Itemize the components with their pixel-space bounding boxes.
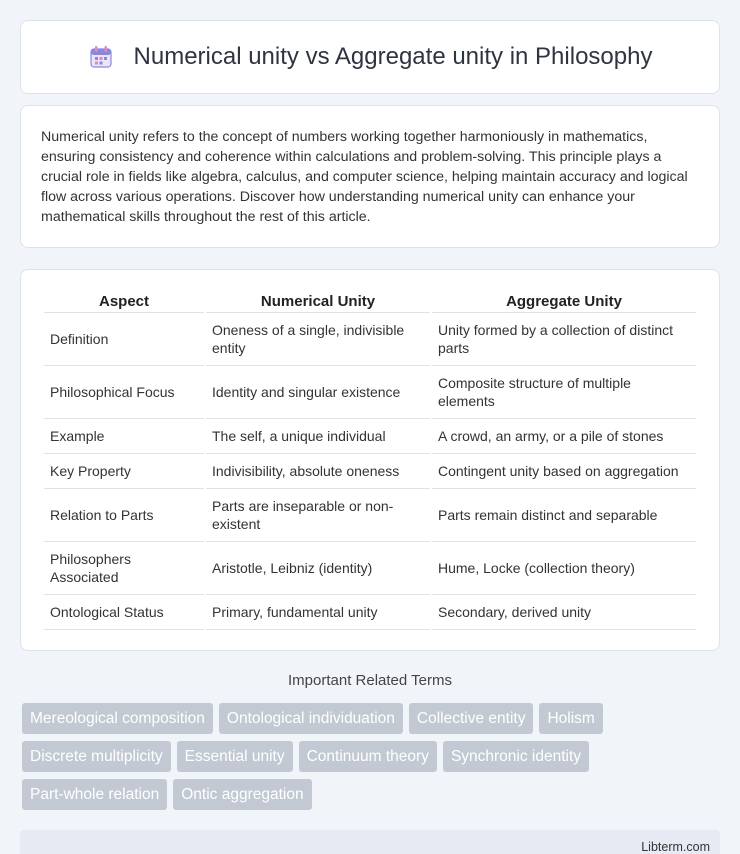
table-cell: Indivisibility, absolute oneness: [206, 454, 430, 489]
table-cell: Contingent unity based on aggregation: [432, 454, 696, 489]
header-card: [20, 20, 720, 94]
table-cell: Secondary, derived unity: [432, 595, 696, 630]
table-cell: Relation to Parts: [44, 489, 204, 542]
table-row: [44, 542, 696, 595]
related-term-tag[interactable]: Collective entity: [409, 703, 534, 734]
table-cell: Primary, fundamental unity: [206, 595, 430, 630]
related-term-tag[interactable]: Holism: [539, 703, 602, 734]
table-cell: A crowd, an army, or a pile of stones: [432, 419, 696, 454]
header-numerical-unity: Numerical Unity: [206, 290, 430, 313]
table-cell: Philosophical Focus: [44, 366, 204, 419]
table-cell: The self, a unique individual: [206, 419, 430, 454]
table-cell: Aristotle, Leibniz (identity): [206, 542, 430, 595]
table-cell: Philosophers Associated: [44, 542, 204, 595]
table-cell: Ontological Status: [44, 595, 204, 630]
related-term-tag[interactable]: Part-whole relation: [22, 779, 167, 810]
table-cell: Key Property: [44, 454, 204, 489]
table-header-row: [44, 290, 696, 313]
table-cell: Parts are inseparable or non-existent: [206, 489, 430, 542]
intro-card: [20, 105, 720, 248]
calendar-icon: [88, 44, 114, 70]
footer: [20, 830, 720, 854]
related-term-tag[interactable]: Discrete multiplicity: [22, 741, 171, 772]
related-terms-list: [22, 703, 720, 817]
table-row: [44, 595, 696, 630]
header-aspect: Aspect: [44, 290, 204, 313]
table-row: [44, 489, 696, 542]
table-cell: Hume, Locke (collection theory): [432, 542, 696, 595]
table-row: [44, 454, 696, 489]
table-cell: Composite structure of multiple elements: [432, 366, 696, 419]
related-term-tag[interactable]: Mereological composition: [22, 703, 213, 734]
table-cell: Example: [44, 419, 204, 454]
table-cell: Identity and singular existence: [206, 366, 430, 419]
table-cell: Unity formed by a collection of distinct parts: [432, 313, 696, 366]
table-cell: Parts remain distinct and separable: [432, 489, 696, 542]
related-term-tag[interactable]: Synchronic identity: [443, 741, 589, 772]
related-term-tag[interactable]: Continuum theory: [299, 741, 437, 772]
table-cell: Definition: [44, 313, 204, 366]
table-cell: Oneness of a single, indivisible entity: [206, 313, 430, 366]
table-row: [44, 366, 696, 419]
related-term-tag[interactable]: Ontological individuation: [219, 703, 403, 734]
footer-site-link[interactable]: Libterm.com: [641, 840, 710, 854]
header-aggregate-unity: Aggregate Unity: [432, 290, 696, 313]
related-term-tag[interactable]: Essential unity: [177, 741, 293, 772]
table-row: [44, 419, 696, 454]
related-term-tag[interactable]: Ontic aggregation: [173, 779, 311, 810]
comparison-table: [42, 290, 698, 630]
page-title: Numerical unity vs Aggregate unity in Philosophy: [133, 43, 653, 70]
table-row: [44, 313, 696, 366]
comparison-table-card: [20, 269, 720, 651]
intro-text: Numerical unity refers to the concept of numbers working together harmoniously in mathematics, ensuring consistency and coherence within calculations and problem-solving. This principle plays a crucial role in fields like algebra, calculus, and computer science, helping maintain accuracy and logical flow across various operations. Discover how understanding numerical unity can enhance your mathematical skills throughout the rest of this article.: [41, 129, 688, 225]
related-terms-title: Important Related Terms: [288, 672, 452, 689]
